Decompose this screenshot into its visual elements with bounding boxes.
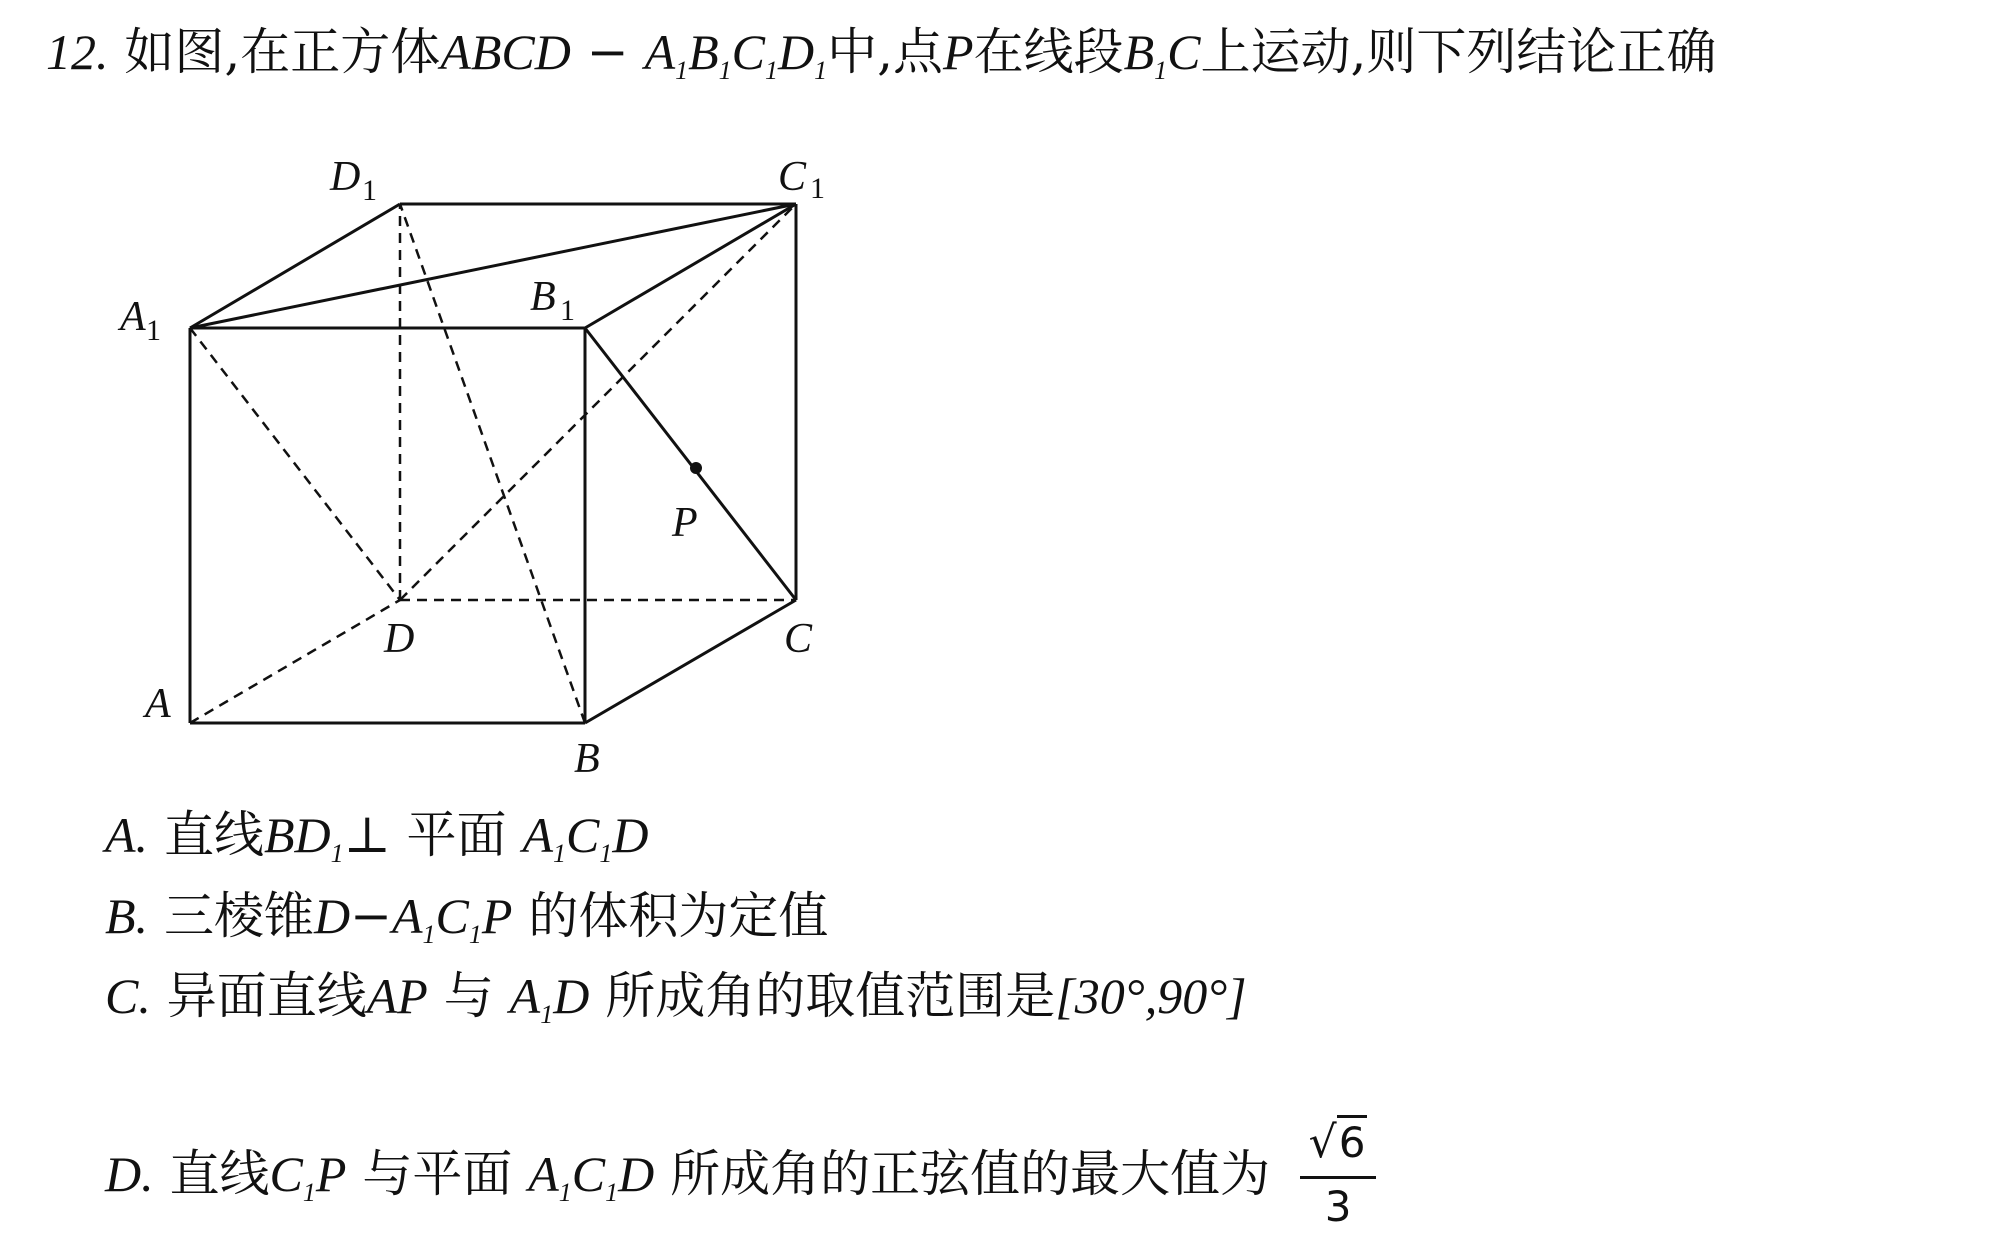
svg-text:1: 1 xyxy=(560,294,575,327)
option-d: D. 直线$C_1P$ 与平面 $A_1C_1D$ 所成角的正弦值的最大值为 $\frac{√6}{3}$ xyxy=(105,1118,1378,1238)
question-stem: 12. 如图,在正方体ABCD − $A_1B_1C_1D_1$中,点P在线段$B_1C$上运动,则下列结论正确 xyxy=(46,23,1717,85)
question-text-2: 中,点 xyxy=(827,23,944,81)
hidden-segment-d-c1 xyxy=(400,204,796,600)
dash: − xyxy=(586,23,629,81)
option-d-letter: D. xyxy=(105,1146,154,1202)
fraction-sqrt6-over-3: $\frac{√6}{3}$ xyxy=(1298,1118,1378,1238)
perp-symbol: ⊥ xyxy=(343,806,391,864)
svg-text:1: 1 xyxy=(146,314,161,347)
label-a1: A xyxy=(120,294,146,340)
point-p-dot xyxy=(690,462,702,474)
segment-end: C xyxy=(1167,24,1201,80)
cube-top-a: A xyxy=(644,24,676,80)
label-p: P xyxy=(672,500,698,546)
segment-a1-c1 xyxy=(190,204,796,328)
cube-top-b: B xyxy=(688,24,719,80)
svg-text:1: 1 xyxy=(362,174,377,207)
edge-b-c xyxy=(585,600,796,723)
hidden-edge-a-d xyxy=(190,600,400,723)
cube-top-d: D xyxy=(778,24,815,80)
question-text-4: 上运动,则下列结论正确 xyxy=(1200,23,1717,81)
cube-top-c: C xyxy=(731,24,766,80)
edge-a1-d1 xyxy=(190,204,400,328)
question-number: 12. xyxy=(46,24,109,80)
label-c1: C xyxy=(778,154,807,200)
question-text-1: 如图,在正方体 xyxy=(124,23,441,81)
label-d: D xyxy=(384,616,415,662)
label-c: C xyxy=(784,616,813,662)
label-b1: B xyxy=(530,274,556,320)
segment-start: B xyxy=(1123,24,1155,80)
label-d1: D xyxy=(330,154,361,200)
point-p: P xyxy=(943,24,974,80)
segment-b1-c xyxy=(585,328,796,600)
option-a-letter: A. xyxy=(105,807,149,863)
fraction-bar xyxy=(1300,1176,1376,1179)
cube-name: ABCD xyxy=(440,24,571,80)
label-b: B xyxy=(574,736,600,782)
option-c-letter: C. xyxy=(105,968,151,1024)
option-b-letter: B. xyxy=(105,888,149,944)
sqrt-icon: √ xyxy=(1308,1117,1337,1168)
hidden-segment-a1-d xyxy=(190,328,400,600)
question-text-3: 在线段 xyxy=(973,23,1124,81)
svg-text:1: 1 xyxy=(810,172,825,205)
option-b: B. 三棱锥$D-A_1C_1P$ 的体积为定值 xyxy=(105,887,829,949)
angle-range: [30°,90°] xyxy=(1055,968,1247,1024)
option-c: C. 异面直线AP 与 $A_1D$ 所成角的取值范围是[30°,90°] xyxy=(105,967,1247,1029)
option-a: A. 直线$BD_1\perp$ 平面 $A_1C_1D$ xyxy=(105,806,649,868)
label-a: A xyxy=(145,681,171,727)
hidden-segment-b-d1 xyxy=(400,204,585,723)
